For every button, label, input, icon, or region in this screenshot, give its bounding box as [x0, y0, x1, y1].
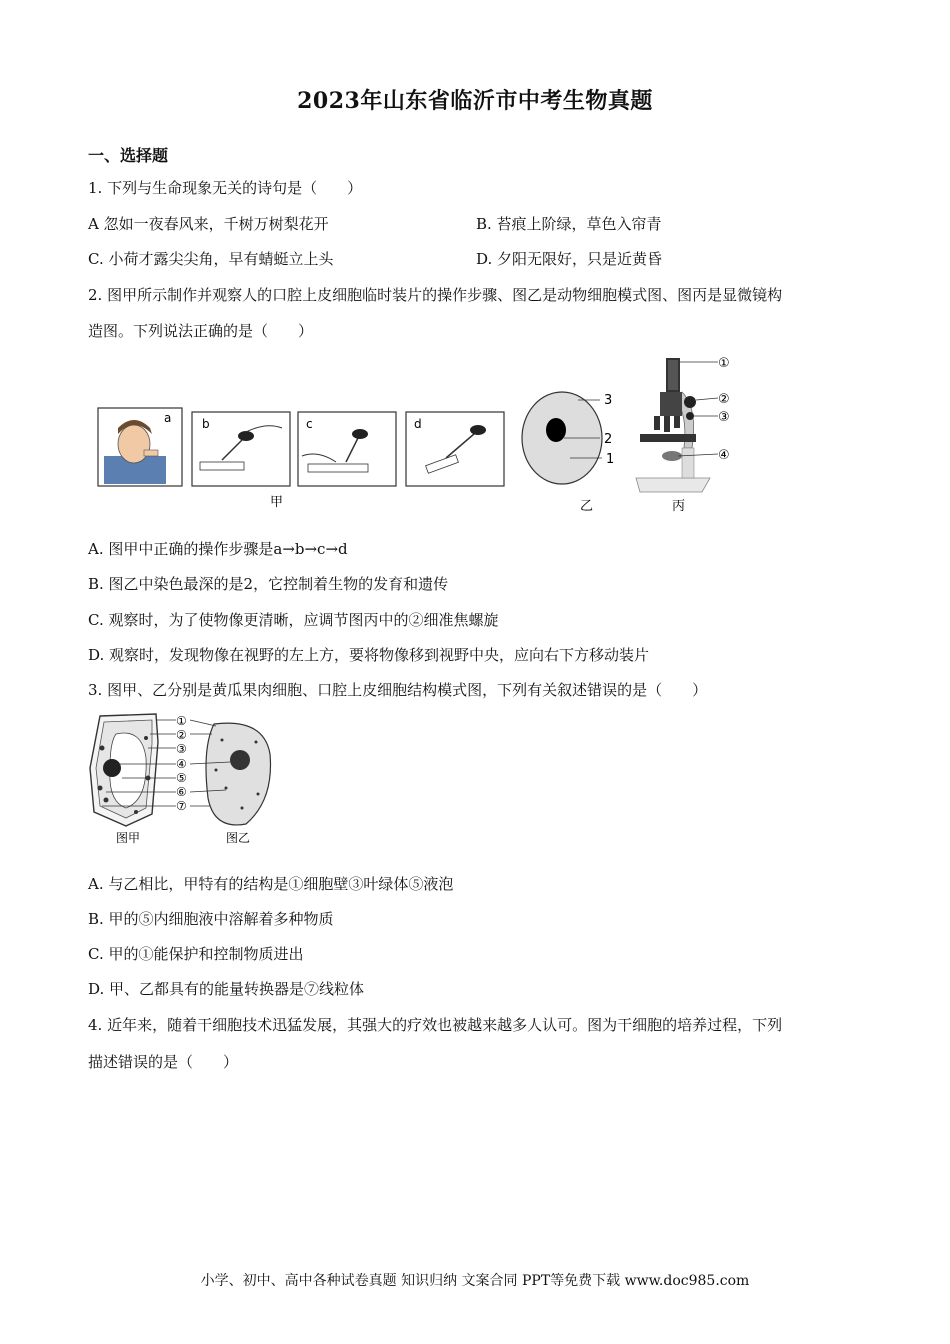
q2-option-b: B. 图乙中染色最深的是2，它控制着生物的发育和遗传 — [88, 575, 449, 593]
q4-stem-line2: 描述错误的是（ ） — [88, 1053, 239, 1071]
q3-stem: 3. 图甲、乙分别是黄瓜果肉细胞、口腔上皮细胞结构模式图，下列有关叙述错误的是（ ） — [88, 681, 708, 699]
figure-bing-label: 丙 — [672, 499, 686, 514]
cell-label-3: 3 — [604, 393, 613, 408]
q2-option-c: C. 观察时，为了使物像更清晰，应调节图丙中的②细准焦螺旋 — [88, 611, 499, 629]
micro-label-1: ① — [718, 356, 730, 371]
cell-label-2: 2 — [604, 432, 613, 447]
q3-figure-jia-label: 图甲 — [116, 831, 141, 845]
page-footer: 小学、初中、高中各种试卷真题 知识归纳 文案合同 PPT等免费下载 www.doc985.com — [200, 1273, 750, 1289]
cell-label-1: 1 — [606, 452, 615, 467]
micro-label-3: ③ — [718, 410, 730, 425]
panel-c-label: c — [306, 417, 313, 431]
q2-stem-line1: 2. 图甲所示制作并观察人的口腔上皮细胞临时装片的操作步骤、图乙是动物细胞模式图、图丙是显微镜构 — [88, 286, 783, 304]
panel-b-label: b — [202, 417, 210, 431]
q2-stem-line2: 造图。下列说法正确的是（ ） — [88, 322, 314, 340]
q2-figure-jia — [96, 404, 512, 516]
section-heading: 一、选择题 — [88, 146, 169, 165]
q3-label-7: ⑦ — [176, 799, 187, 813]
q4-stem-line1: 4. 近年来，随着干细胞技术迅猛发展，其强大的疗效也被越来越多人认可。图为干细胞的培养过程，下列 — [88, 1016, 783, 1034]
micro-label-4: ④ — [718, 448, 730, 463]
q3-option-d: D. 甲、乙都具有的能量转换器是⑦线粒体 — [88, 980, 365, 998]
q2-option-d: D. 观察时，发现物像在视野的左上方，要将物像移到视野中央，应向右下方移动装片 — [88, 646, 650, 664]
q1-option-b: B. 苔痕上阶绿，草色入帘青 — [476, 215, 662, 233]
micro-label-2: ② — [718, 392, 730, 407]
q1-option-d: D. 夕阳无限好，只是近黄昏 — [476, 250, 663, 268]
q2-option-a: A. 图甲中正确的操作步骤是a→b→c→d — [88, 540, 348, 558]
q3-option-b: B. 甲的⑤内细胞液中溶解着多种物质 — [88, 910, 334, 928]
q2-figure-bing — [626, 352, 738, 518]
q3-option-c: C. 甲的①能保护和控制物质进出 — [88, 945, 304, 963]
q3-option-a: A. 与乙相比，甲特有的结构是①细胞壁③叶绿体⑤液泡 — [88, 875, 454, 893]
q2-figure-yi — [518, 386, 622, 518]
figure-yi-label: 乙 — [580, 499, 594, 514]
panel-a-label: a — [164, 411, 172, 425]
q3-label-5: ⑤ — [176, 771, 187, 785]
panel-d-label: d — [414, 417, 422, 431]
q1-stem: 1. 下列与生命现象无关的诗句是（ ） — [88, 179, 363, 197]
q3-figure — [86, 708, 276, 848]
page-title: 2023年山东省临沂市中考生物真题 — [297, 88, 653, 114]
q3-label-4: ④ — [176, 757, 187, 771]
q1-option-a: A 忽如一夜春风来，千树万树梨花开 — [88, 215, 329, 233]
q3-label-6: ⑥ — [176, 785, 187, 799]
q3-figure-yi-label: 图乙 — [226, 831, 251, 845]
q3-label-3: ③ — [176, 742, 187, 756]
q1-option-c: C. 小荷才露尖尖角，早有蜻蜓立上头 — [88, 250, 334, 268]
figure-jia-label: 甲 — [270, 495, 284, 510]
q3-label-1: ① — [176, 714, 187, 728]
q3-label-2: ② — [176, 728, 187, 742]
